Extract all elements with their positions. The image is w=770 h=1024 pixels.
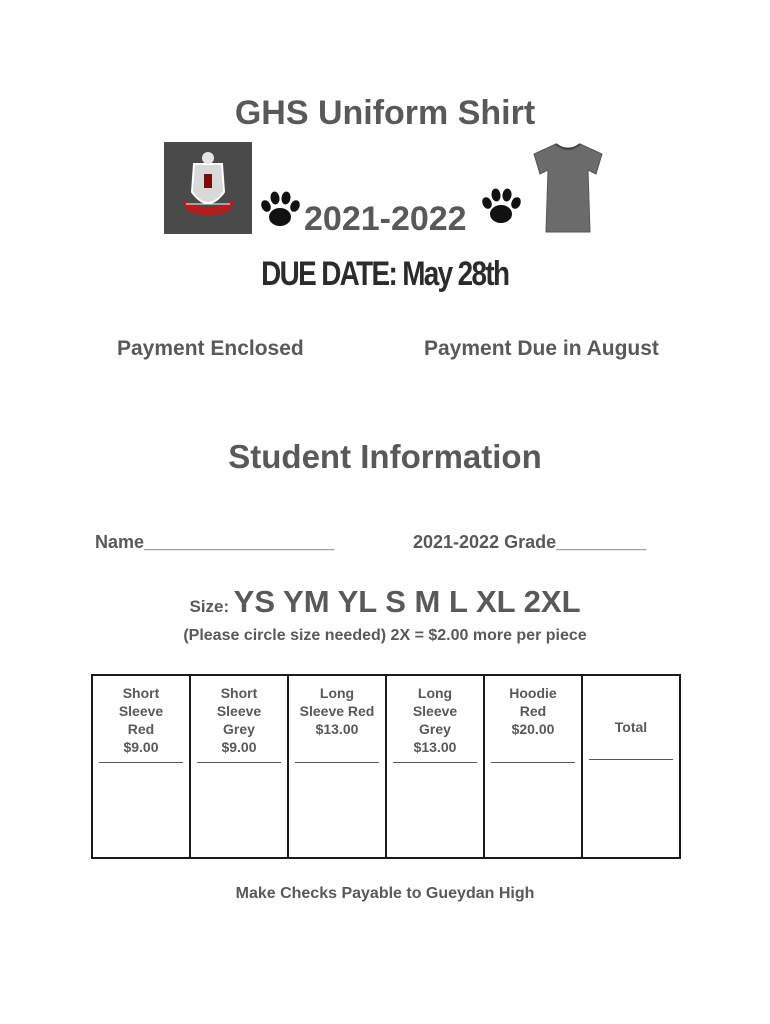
column-line: Hoodie <box>509 685 557 701</box>
paw-print-icon <box>257 186 303 232</box>
column-line: Short <box>122 685 160 701</box>
column-total[interactable] <box>582 675 680 858</box>
spacer <box>485 738 581 756</box>
column-line: $13.00 <box>413 739 457 755</box>
total-label: Total <box>614 719 648 735</box>
t-shirt-icon <box>530 140 606 236</box>
column-line: Red <box>519 703 547 719</box>
school-year: 2021-2022 <box>304 200 467 238</box>
column-line: Long <box>417 685 453 701</box>
name-field[interactable]: Name___________________ <box>95 532 335 552</box>
size-options[interactable]: YS YM YL S M L XL 2XL <box>233 584 581 619</box>
column-line: Sleeve <box>412 703 458 719</box>
order-table <box>91 674 681 859</box>
quantity-blank[interactable] <box>99 762 183 763</box>
column-line: Grey <box>223 721 255 737</box>
column-hoodie-red[interactable] <box>484 675 582 858</box>
school-crest-icon <box>164 142 252 234</box>
size-row <box>0 584 770 620</box>
size-label: Size: <box>189 597 230 616</box>
student-information-heading: Student Information <box>228 438 542 475</box>
quantity-blank[interactable] <box>393 762 477 763</box>
column-line: Short <box>220 685 258 701</box>
payment-enclosed-option: Payment Enclosed <box>117 337 304 360</box>
spacer <box>289 738 385 756</box>
grade-field[interactable]: 2021-2022 Grade_________ <box>413 532 647 552</box>
column-long-sleeve-red[interactable] <box>288 675 386 858</box>
size-note: (Please circle size needed) 2X = $2.00 more per piece <box>183 627 587 644</box>
quantity-blank[interactable] <box>295 762 379 763</box>
column-line: Long <box>319 685 355 701</box>
due-date <box>0 255 770 294</box>
column-line: Grey <box>419 721 451 737</box>
page-title: GHS Uniform Shirt <box>234 94 536 132</box>
column-line: Sleeve <box>216 703 262 719</box>
column-line: Red <box>127 721 155 737</box>
payment-due-august-option: Payment Due in August <box>424 337 659 360</box>
checks-payable-note: Make Checks Payable to Gueydan High <box>235 885 535 902</box>
column-line: $9.00 <box>221 739 257 755</box>
column-short-sleeve-grey[interactable] <box>190 675 288 858</box>
paw-print-icon <box>478 183 524 229</box>
total-blank[interactable] <box>589 759 673 760</box>
column-line: $9.00 <box>123 739 159 755</box>
column-line: Sleeve <box>118 703 164 719</box>
column-line: $13.00 <box>315 721 359 737</box>
quantity-blank[interactable] <box>197 762 281 763</box>
quantity-blank[interactable] <box>491 762 575 763</box>
column-line: $20.00 <box>511 721 555 737</box>
column-short-sleeve-red[interactable] <box>92 675 190 858</box>
column-long-sleeve-grey[interactable] <box>386 675 484 858</box>
column-line: Sleeve Red <box>299 703 375 719</box>
due-date-text: DUE DATE: May 28th <box>261 255 509 293</box>
